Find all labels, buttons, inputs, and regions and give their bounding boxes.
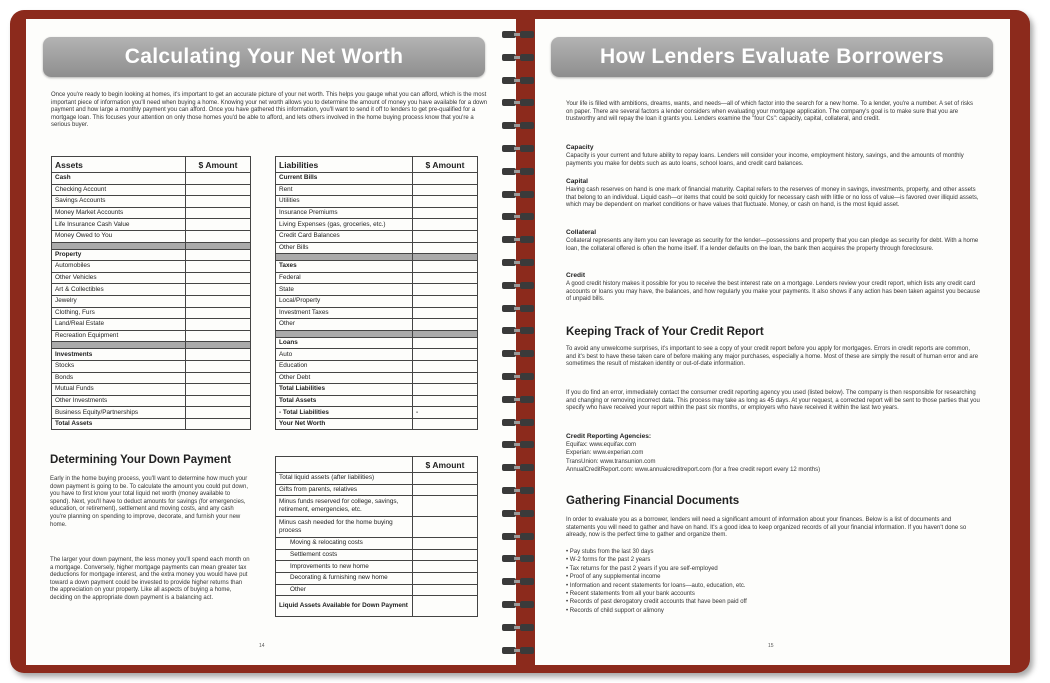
row-label: Insurance Premiums (276, 207, 413, 219)
table-row (276, 230, 478, 242)
binding-ring (500, 304, 536, 314)
amount-cell[interactable] (186, 272, 251, 284)
agencies-list (566, 441, 981, 475)
row-label: Cash (52, 173, 186, 185)
table-row (52, 349, 251, 361)
page-title: How Lenders Evaluate Borrowers (551, 37, 993, 77)
amount-cell[interactable] (186, 349, 251, 361)
binding-ring (500, 440, 536, 450)
table-row (276, 173, 478, 185)
amount-cell[interactable] (413, 517, 478, 538)
amount-cell[interactable] (413, 337, 478, 349)
table-row (276, 517, 478, 538)
row-label: Rent (276, 184, 413, 196)
amount-cell[interactable] (413, 549, 478, 561)
table-row (276, 496, 478, 517)
amount-cell[interactable] (186, 295, 251, 307)
binding-ring (500, 463, 536, 473)
row-label: State (276, 284, 413, 296)
row-label: Other Bills (276, 242, 413, 254)
amount-cell[interactable] (413, 272, 478, 284)
list-item: • Records of past derogatory credit accounts that have been paid off (566, 598, 981, 606)
table-row (52, 307, 251, 319)
table-row (52, 407, 251, 419)
table-row (276, 330, 478, 337)
table-row (276, 418, 478, 430)
row-label: Settlement costs (276, 549, 413, 561)
row-label: Other Debt (276, 372, 413, 384)
amount-cell[interactable] (186, 207, 251, 219)
amount-cell[interactable] (413, 395, 478, 407)
lenders-intro: Your life is filled with ambitions, dreams, wants, and needs—all of which factor into the search for a new home. To a lender, you're a number. A set of risks on paper. There are several factors a lender considers when evaluating your mortgage application. The company's goal is to make sure that you are trustworthy and will repay the loan it grants you. Lenders examine the "four Cs": capacity, capital, collateral, and credit. (566, 101, 974, 123)
amount-cell[interactable] (186, 407, 251, 419)
row-label: Other Vehicles (52, 272, 186, 284)
row-label: Jewelry (52, 295, 186, 307)
binding-ring (500, 577, 536, 587)
table-row (276, 207, 478, 219)
amount-cell[interactable]: - (413, 407, 478, 419)
amount-cell[interactable] (413, 384, 478, 396)
binding-ring (500, 190, 536, 200)
capital-text: Having cash reserves on hand is one mark of financial maturity. Capital refers to the reserves of money in savings, investments, property, and other assets that belong to an individual. Liquid cash—or items that could be sold quickly for necessary cash with little or no loss of value—is favored over illiquid assets, which may be dependent on market conditions or have values that fluctuate. Money, or cash on hand, is the most liquid asset. (566, 187, 979, 209)
amount-cell[interactable] (413, 173, 478, 185)
amount-cell[interactable] (413, 496, 478, 517)
binding-ring (500, 395, 536, 405)
page-title: Calculating Your Net Worth (43, 37, 485, 77)
table-row (276, 319, 478, 331)
table-row (52, 272, 251, 284)
amount-cell[interactable] (186, 384, 251, 396)
row-label: Decorating & furnishing new home (276, 572, 413, 584)
table-row (276, 360, 478, 372)
row-label: Liquid Assets Available for Down Payment (276, 596, 413, 617)
credit-heading: Credit (566, 272, 586, 279)
liabilities-header: Liabilities (276, 157, 413, 173)
row-label: Local/Property (276, 295, 413, 307)
table-row (276, 584, 478, 596)
table-row (276, 561, 478, 573)
row-label: Money Market Accounts (52, 207, 186, 219)
row-label: Other Investments (52, 395, 186, 407)
financial-documents-intro: In order to evaluate you as a borrower, lenders will need a significant amount of information about your finances. Below is a list of documents and statements you will need to gather and have on hand. It's a good idea to keep organized records of all your financial information. If you haven't done so already, now is the perfect time to gather and organize them. (566, 517, 967, 539)
binding-ring (500, 532, 536, 542)
amount-cell[interactable] (186, 173, 251, 185)
liquid-amount-header: $ Amount (413, 457, 478, 473)
table-row (276, 337, 478, 349)
amount-cell[interactable] (413, 230, 478, 242)
row-label: Stocks (52, 360, 186, 372)
amount-cell[interactable] (413, 242, 478, 254)
row-label: Automobiles (52, 261, 186, 273)
table-row (276, 549, 478, 561)
amount-cell[interactable] (413, 538, 478, 550)
amount-cell[interactable] (186, 196, 251, 208)
table-row (52, 295, 251, 307)
assets-header: Assets (52, 157, 186, 173)
amount-cell[interactable] (413, 184, 478, 196)
binding-ring (500, 486, 536, 496)
amount-cell[interactable] (186, 230, 251, 242)
row-label: Total liquid assets (after liabilities) (276, 473, 413, 485)
agencies-heading: Credit Reporting Agencies: (566, 433, 652, 440)
amount-cell[interactable] (186, 284, 251, 296)
amount-cell[interactable] (413, 561, 478, 573)
row-label (276, 254, 413, 261)
list-item: • W-2 forms for the past 2 years (566, 556, 981, 564)
row-label: Loans (276, 337, 413, 349)
table-row (52, 418, 251, 430)
amount-cell[interactable] (186, 249, 251, 261)
row-label: Total Assets (276, 395, 413, 407)
amount-cell[interactable] (413, 484, 478, 496)
table-row (276, 295, 478, 307)
amount-cell[interactable] (186, 319, 251, 331)
list-item: • Records of child support or alimony (566, 607, 981, 615)
capital-heading: Capital (566, 178, 588, 185)
liquid-blank-header (276, 457, 413, 473)
table-row (276, 307, 478, 319)
amount-cell[interactable] (413, 596, 478, 617)
credit-text: A good credit history makes it possible for you to receive the best interest rate on a mortgage. Lenders review your credit report, which lists any credit card accounts or loans you may have, the balances, and how regularly you make your payments. It also shows if any action has been taken against you because of unpaid bills. (566, 281, 980, 303)
list-item: AnnualCreditReport.com: www.annualcreditreport.com (for a free credit report every 12 months) (566, 467, 821, 474)
page-number: 14 (259, 643, 265, 649)
table-row (276, 395, 478, 407)
credit-report-text-1: To avoid any unwelcome surprises, it's important to see a copy of your credit report before you apply for mortgages. Errors in credit reports are common, and it's best to have these taken care of before making any major purchases, especially a home. Most of these are simply the result of human error and are sometimes the result of mistaken identity or out-of-date information. (566, 346, 979, 368)
liquid-assets-table (275, 456, 478, 617)
binding-ring (500, 418, 536, 428)
row-label: Land/Real Estate (52, 319, 186, 331)
row-label: Gifts from parents, relatives (276, 484, 413, 496)
binding-ring (500, 235, 536, 245)
assets-amount-header: $ Amount (186, 157, 251, 173)
amount-cell[interactable] (413, 307, 478, 319)
binding-ring (500, 258, 536, 268)
amount-cell[interactable] (186, 219, 251, 231)
table-row (52, 173, 251, 185)
list-item: Experian: www.experian.com (566, 450, 644, 457)
page-number: 15 (768, 643, 774, 649)
binding-ring (500, 167, 536, 177)
row-label: - Total Liabilities (276, 407, 413, 419)
table-row (52, 395, 251, 407)
down-payment-paragraph-2: The larger your down payment, the less money you'll spend each month on a mortgage. Conversely, higher mortgage payments can mean greater tax deductions for mortgage interest, and the extra money you would have put toward a down payment could be invested to provide higher returns than the appreciation on your property. Like all aspects of buying a home, deciding on the appropriate down payment is a balancing act. (50, 557, 250, 601)
row-label: Investment Taxes (276, 307, 413, 319)
row-label: Current Bills (276, 173, 413, 185)
down-payment-paragraph-1: Early in the home buying process, you'll want to determine how much your down payment is going to be. To calculate the amount you could put down, you have to first know your total liquid net worth (money available to spend). Next, you'll have to deduct amounts for savings (for emergencies, education, or retirement), settlement and moving costs, and any cash you're planning on spending to improve, decorate, and furnish your new home. (50, 476, 249, 528)
amount-cell[interactable] (413, 360, 478, 372)
amount-cell[interactable] (186, 418, 251, 430)
amount-cell[interactable] (186, 372, 251, 384)
row-label: Savings Accounts (52, 196, 186, 208)
table-row (52, 360, 251, 372)
table-row (276, 349, 478, 361)
documents-list (566, 548, 981, 615)
table-row (276, 384, 478, 396)
row-label: Moving & relocating costs (276, 538, 413, 550)
down-payment-heading: Determining Your Down Payment (50, 454, 232, 466)
table-row (52, 184, 251, 196)
left-page (26, 19, 516, 665)
binding-ring (500, 53, 536, 63)
row-label: Taxes (276, 261, 413, 273)
table-row (276, 272, 478, 284)
table-row (52, 319, 251, 331)
amount-cell[interactable] (413, 372, 478, 384)
table-row (276, 219, 478, 231)
table-row (276, 372, 478, 384)
row-label: Other (276, 319, 413, 331)
binding-ring (500, 144, 536, 154)
row-label: Total Liabilities (276, 384, 413, 396)
amount-cell[interactable] (413, 254, 478, 261)
amount-cell[interactable] (413, 349, 478, 361)
row-label: Other (276, 584, 413, 596)
binding-ring (500, 121, 536, 131)
row-label: Living Expenses (gas, groceries, etc.) (276, 219, 413, 231)
amount-cell[interactable] (413, 207, 478, 219)
list-item: • Recent statements from all your bank accounts (566, 590, 981, 598)
amount-cell[interactable] (186, 261, 251, 273)
row-label: Federal (276, 272, 413, 284)
row-label: Property (52, 249, 186, 261)
table-row (276, 596, 478, 617)
row-label: Clothing, Furs (52, 307, 186, 319)
row-label: Investments (52, 349, 186, 361)
table-row (52, 207, 251, 219)
list-item: • Tax returns for the past 2 years if you are self-employed (566, 565, 981, 573)
row-label: Recreation Equipment (52, 330, 186, 342)
table-row (276, 196, 478, 208)
row-label: Bonds (52, 372, 186, 384)
row-label: Your Net Worth (276, 418, 413, 430)
table-row (52, 372, 251, 384)
table-row (276, 538, 478, 550)
table-row (52, 342, 251, 349)
binding-ring (500, 646, 536, 656)
table-row (276, 261, 478, 273)
assets-table (51, 156, 251, 430)
intro-paragraph: Once you're ready to begin looking at homes, it's important to get an accurate picture of your net worth. This helps you gauge what you can afford, which is the most important piece of information you'll need when buying a home. Knowing your net worth allows you to determine the amount of money you have available for a down payment and how large a monthly payment you can afford. Once you have gathered this information, you'll want to send it off to lenders to get pre-qualified for a mortgage loan. This focuses your attention on only those homes you'd be able to afford, and lets others involved in the home buying process know that you're a serious buyer. (51, 92, 488, 129)
binding-ring (500, 30, 536, 40)
table-row (276, 484, 478, 496)
row-label: Utilities (276, 196, 413, 208)
binding-ring (500, 600, 536, 610)
binding-ring (500, 76, 536, 86)
table-row (276, 184, 478, 196)
table-row (52, 284, 251, 296)
credit-report-heading: Keeping Track of Your Credit Report (566, 326, 764, 338)
spiral-binding (500, 30, 536, 666)
amount-cell[interactable] (413, 219, 478, 231)
amount-cell[interactable] (413, 284, 478, 296)
row-label: Checking Account (52, 184, 186, 196)
binding-ring (500, 212, 536, 222)
row-label: Minus cash needed for the home buying process (276, 517, 413, 538)
amount-cell[interactable] (413, 261, 478, 273)
binding-ring (500, 281, 536, 291)
table-row (52, 230, 251, 242)
amount-cell[interactable] (413, 584, 478, 596)
list-item: TransUnion: www.transunion.com (566, 458, 656, 465)
table-row (276, 284, 478, 296)
row-label: Improvements to new home (276, 561, 413, 573)
collateral-text: Collateral represents any item you can leverage as security for the lender—possessions and property that you can pledge as security for debt. With a home loan, the collateral offered is often the home itself. If a lender defaults on the loan, the bank then acquires the property through foreclosure. (566, 238, 979, 252)
table-row (52, 330, 251, 342)
binding-ring (500, 326, 536, 336)
amount-cell[interactable] (413, 330, 478, 337)
table-row (52, 196, 251, 208)
amount-cell[interactable] (186, 342, 251, 349)
credit-report-text-2: If you do find an error, immediately contact the consumer credit reporting agency you used (listed below). The company is then responsible for researching and changing or removing incorrect data. This process may take as long as 45 days. At your request, a corrected report will be sent to those parties that you specify who have received your report within the past six months, or employers who have received it within the last two years. (566, 390, 980, 412)
amount-cell[interactable] (186, 395, 251, 407)
amount-cell[interactable] (413, 572, 478, 584)
amount-cell[interactable] (413, 473, 478, 485)
row-label (276, 330, 413, 337)
row-label: Life Insurance Cash Value (52, 219, 186, 231)
amount-cell[interactable] (186, 184, 251, 196)
financial-documents-heading: Gathering Financial Documents (566, 495, 740, 507)
amount-cell[interactable] (413, 319, 478, 331)
table-row (52, 261, 251, 273)
amount-cell[interactable] (186, 307, 251, 319)
binding-ring (500, 554, 536, 564)
collateral-heading: Collateral (566, 229, 597, 236)
row-label: Business Equity/Partnerships (52, 407, 186, 419)
row-label: Mutual Funds (52, 384, 186, 396)
table-row (276, 254, 478, 261)
amount-cell[interactable] (413, 418, 478, 430)
amount-cell[interactable] (186, 242, 251, 249)
binding-ring (500, 349, 536, 359)
liabilities-table (275, 156, 478, 430)
liabilities-amount-header: $ Amount (413, 157, 478, 173)
table-row (52, 249, 251, 261)
binding-ring (500, 509, 536, 519)
capacity-text: Capacity is your current and future ability to repay loans. Lenders will consider your income, employment history, savings, and the amounts of monthly payments you make for debts such as auto loans, school loans, and credit card balances. (566, 153, 964, 167)
list-item: • Proof of any supplemental income (566, 573, 981, 581)
table-row (276, 242, 478, 254)
amount-cell[interactable] (186, 360, 251, 372)
row-label: Money Owed to You (52, 230, 186, 242)
list-item: • Information and recent statements for loans—auto, education, etc. (566, 582, 981, 590)
binding-ring (500, 623, 536, 633)
row-label (52, 242, 186, 249)
right-page (535, 19, 1010, 665)
row-label: Auto (276, 349, 413, 361)
table-row (276, 572, 478, 584)
list-item: • Pay stubs from the last 30 days (566, 548, 981, 556)
table-row (52, 384, 251, 396)
table-row (52, 219, 251, 231)
amount-cell[interactable] (413, 196, 478, 208)
row-label: Total Assets (52, 418, 186, 430)
row-label (52, 342, 186, 349)
row-label: Minus funds reserved for college, savings, retirement, emergencies, etc. (276, 496, 413, 517)
amount-cell[interactable] (186, 330, 251, 342)
amount-cell[interactable] (413, 295, 478, 307)
row-label: Education (276, 360, 413, 372)
table-row (276, 407, 478, 419)
binding-ring (500, 98, 536, 108)
capacity-heading: Capacity (566, 144, 594, 151)
table-row (276, 473, 478, 485)
binding-ring (500, 372, 536, 382)
table-row (52, 242, 251, 249)
list-item: Equifax: www.equifax.com (566, 442, 637, 448)
row-label: Credit Card Balances (276, 230, 413, 242)
row-label: Art & Collectibles (52, 284, 186, 296)
